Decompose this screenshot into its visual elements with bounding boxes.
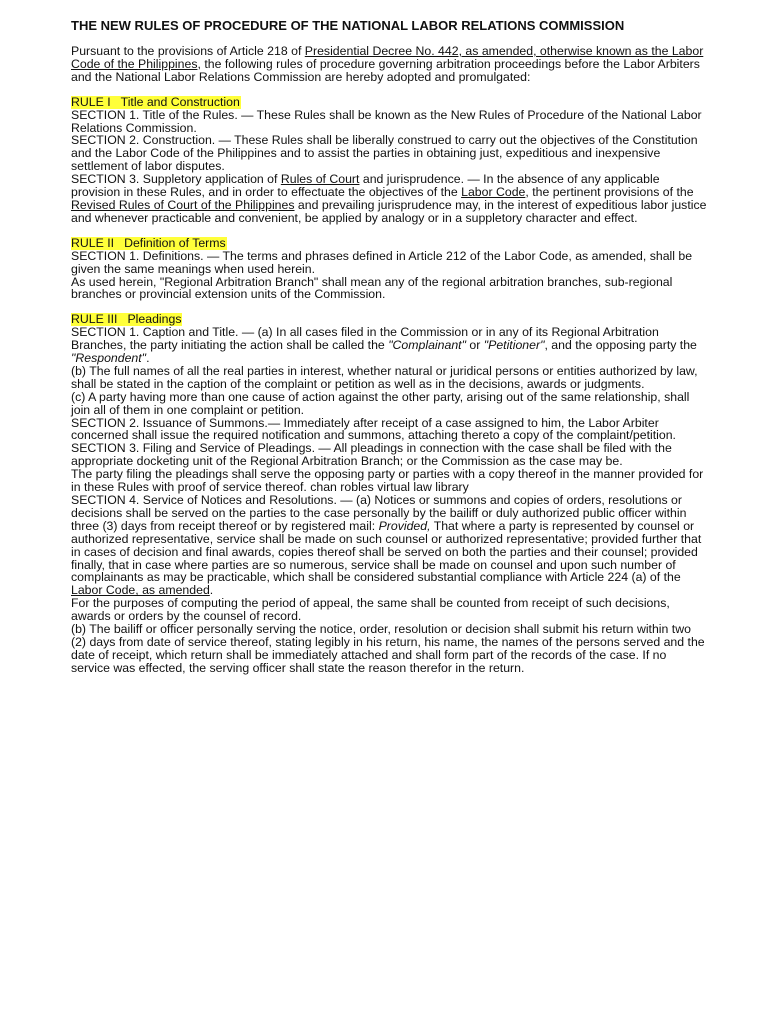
rule-1-s3-text-d: and prevailing jurisprudence may, in the interest of expeditious labor justice and whenever practicable and convenient, be applied by analogy or in a suppletory character and effect. <box>71 197 707 225</box>
intro-text-2: , the following rules of procedure governing arbitration proceedings before the Labor Arbiters and the National Labor Relations Commission are hereby adopted and promulgated: <box>71 56 700 84</box>
respondent-term: "Respondent" <box>71 351 147 366</box>
rule-1-title: Title and Construction <box>120 94 240 109</box>
rule-3-section-3-b: The party filing the pleadings shall serve the opposing party or parties with a copy thereof in the manner provided for in these Rules with proof of service thereof. chan robles virtual law library <box>71 467 704 495</box>
rule-3-s4-text-c: . <box>209 583 214 598</box>
rule-3-s4-text-a: SECTION 4. Service of Notices and Resolutions. — (a) Notices or summons and copies of orders, resolutions or decisions shall be served on the parties to the case personally by the bailiff or duly authorized public officer within three (3) days from receipt thereof or by registered mail: <box>71 493 687 533</box>
provided-term: Provided, <box>378 518 431 533</box>
rule-3 <box>71 313 707 674</box>
rule-1-section-3 <box>71 173 707 225</box>
complainant-term: "Complainant" <box>388 338 466 353</box>
intro-paragraph <box>71 45 707 84</box>
rule-1-s3-text-b: and jurisprudence. — In the absence of any applicable provision in these Rules, and in order to effectuate the objectives of the <box>71 172 660 200</box>
rule-1-s3-text-c: , the pertinent provisions of the <box>525 185 694 200</box>
rule-1-number: RULE I <box>71 94 111 109</box>
rule-1-heading <box>71 96 241 109</box>
rule-3-paragraph-c: (c) A party having more than one cause of action against the other party, arising out of the same relationship, shall join all of them in one complaint or petition. <box>71 389 690 417</box>
rule-1 <box>71 96 707 225</box>
rule-3-section-1 <box>71 326 707 365</box>
rule-3-section-3: SECTION 3. Filing and Service of Pleadings. — All pleadings in connection with the case shall be filed with the appropriate docketing unit of the Regional Arbitration Branch; or the Commission as the case may be. <box>71 441 672 469</box>
rule-3-s1-or: or <box>465 338 484 353</box>
petitioner-term: "Petitioner" <box>483 338 545 353</box>
rule-3-title: Pleadings <box>127 312 182 327</box>
rule-3-s1-text-c: . <box>146 351 150 366</box>
presidential-decree-link[interactable]: Presidential Decree No. 442, as amended, otherwise known as the Labor Code of the Philippines <box>71 44 704 71</box>
rule-1-s3-text-a: SECTION 3. Suppletory application of <box>71 172 281 187</box>
rule-2-heading <box>71 237 227 250</box>
rule-3-s1-text-b: , and the opposing party the <box>544 338 697 353</box>
rule-2-number: RULE II <box>71 235 115 250</box>
rule-3-s4-text-b: That where a party is represented by counsel or authorized representative, service shall be made on such counsel or authorized representative; provided further that in cases of decision and final awards, copies thereof shall be served on both the parties and their counsel; provided finally, that in case where parties are so numerous, service shall be made on counsel and upon such number of complainants as may be practicable, which shall be considered substantial compliance with Article 224 (a) of the <box>71 518 702 585</box>
rule-3-section-4-appeal: For the purposes of computing the period of appeal, the same shall be counted from receipt of such decisions, awards or orders by the counsel of record. <box>71 596 670 624</box>
rule-2 <box>71 237 707 302</box>
rule-3-paragraph-b: (b) The full names of all the real parties in interest, whether natural or juridical persons or entities authorized by law, shall be stated in the caption of the complaint or petition as well as in the decisions, awards or judgments. <box>71 363 698 391</box>
rule-1-section-1: SECTION 1. Title of the Rules. — These Rules shall be known as the New Rules of Procedure of the National Labor Relations Commission. <box>71 107 702 135</box>
labor-code-amended-link[interactable]: Labor Code, as amended <box>71 583 210 598</box>
labor-code-link[interactable]: Labor Code <box>461 185 526 200</box>
rule-2-section-1: SECTION 1. Definitions. — The terms and phrases defined in Article 212 of the Labor Code, as amended, shall be given the same meanings when used herein. <box>71 248 693 276</box>
rule-2-section-1-b: As used herein, "Regional Arbitration Branch" shall mean any of the regional arbitration branches, sub-regional branches or provincial extension units of the Commission. <box>71 274 673 302</box>
rule-3-section-4-b: (b) The bailiff or officer personally serving the notice, order, resolution or decision shall submit his return within two (2) days from date of service thereof, stating legibly in his return, his name, the names of the persons served and the date of receipt, which return shall be immediately attached and shall form part of the records of the case. If no service was effected, the serving officer shall state the reason therefor in the return. <box>71 622 705 675</box>
rule-2-title: Definition of Terms <box>124 235 226 250</box>
revised-rules-link[interactable]: Revised Rules of Court of the Philippines <box>71 197 295 212</box>
rules-of-court-link[interactable]: Rules of Court <box>280 172 360 187</box>
document-title: THE NEW RULES OF PROCEDURE OF THE NATIONAL LABOR RELATIONS COMMISSION <box>71 18 625 33</box>
rule-3-section-4 <box>71 494 707 597</box>
rule-3-s1-text-a: SECTION 1. Caption and Title. — (a) In all cases filed in the Commission or in any of its Regional Arbitration Branches, the party initiating the action shall be called the <box>71 325 659 353</box>
rule-1-section-2: SECTION 2. Construction. — These Rules shall be liberally construed to carry out the objectives of the Constitution and the Labor Code of the Philippines and to assist the parties in obtaining just, expeditious and inexpensive settlement of labor disputes. <box>71 133 698 174</box>
rule-3-section-2: SECTION 2. Issuance of Summons.— Immediately after receipt of a case assigned to him, the Labor Arbiter concerned shall issue the required notification and summons, attaching thereto a copy of the complaint/petition. <box>71 415 676 443</box>
intro-text-1: Pursuant to the provisions of Article 218 of <box>71 44 305 58</box>
document-page <box>71 18 707 687</box>
rule-3-number: RULE III <box>71 312 118 327</box>
